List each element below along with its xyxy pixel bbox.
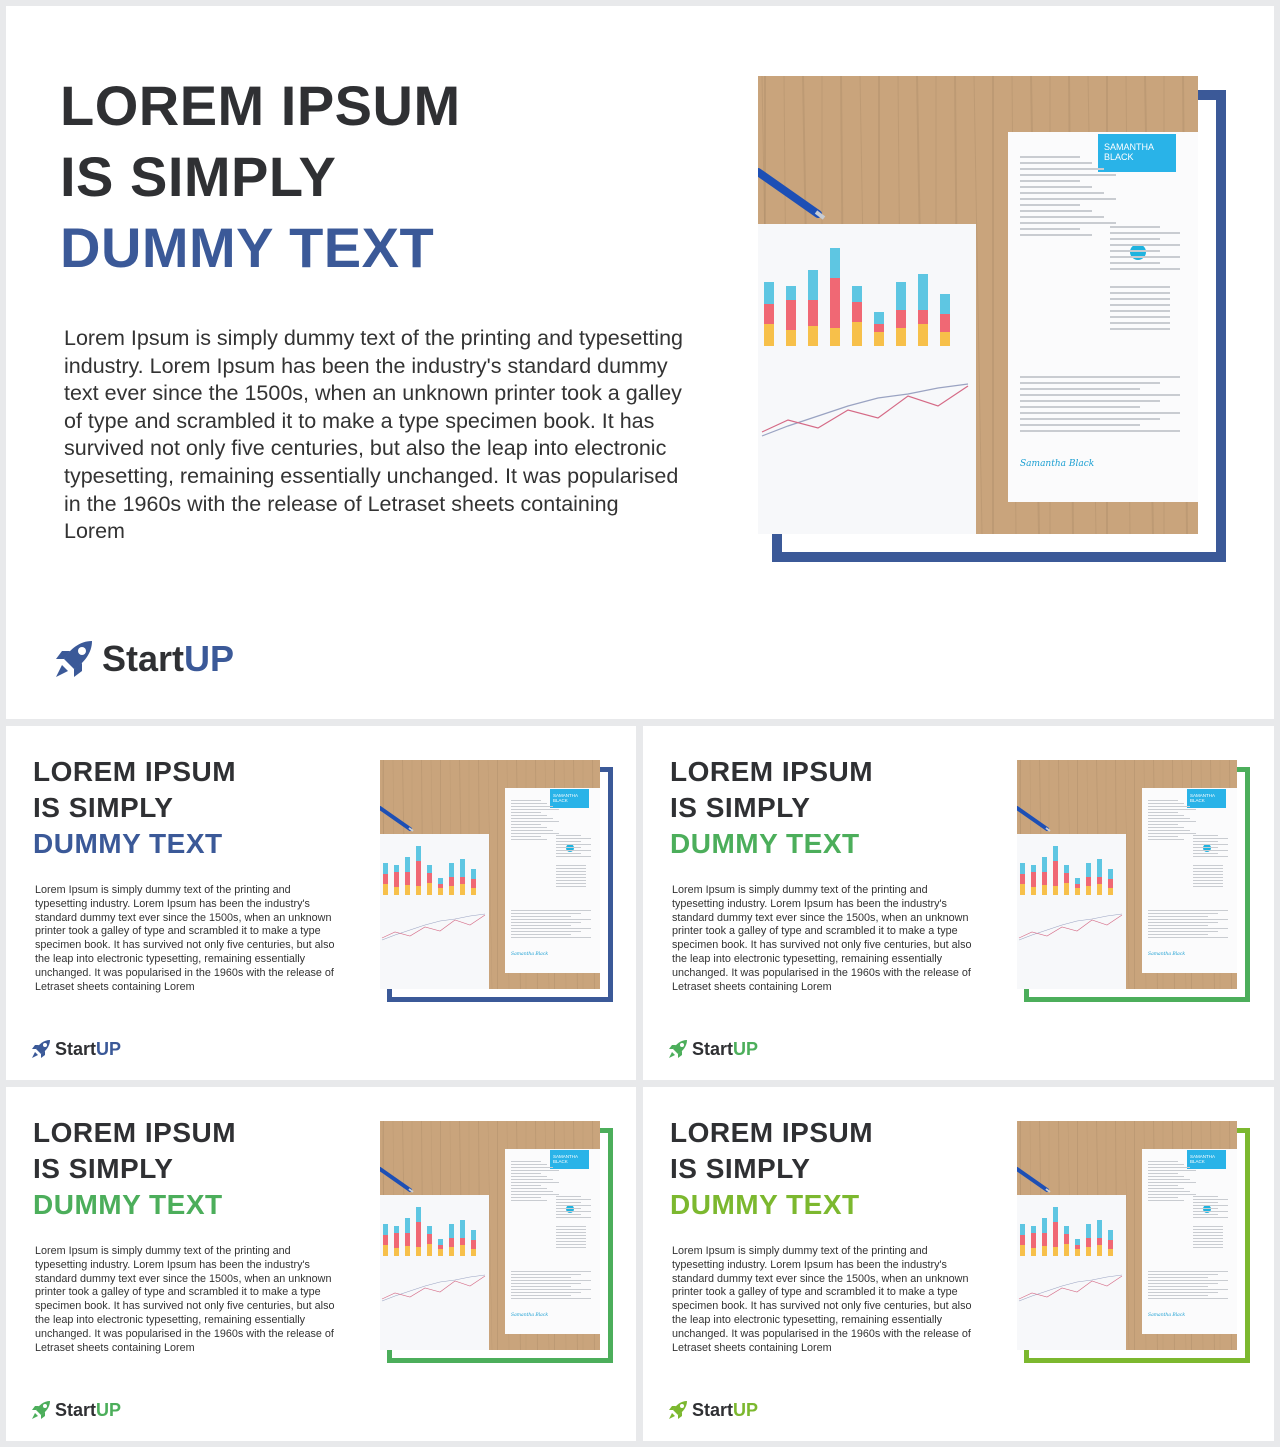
title-line-1: LOREM IPSUM [33,1117,237,1148]
chart-sheet [1017,834,1126,989]
resume-name-line-1: SAMANTHA [1190,793,1216,798]
photo-svg [1017,1121,1237,1350]
rocket-svg [667,1038,689,1060]
slide-small-4 [643,1087,1274,1441]
logo-text-up: UP [96,1399,122,1420]
rocket-icon [30,1399,52,1421]
resume-name-line-1: SAMANTHA [1104,142,1155,152]
resume-signature: Samantha Black [511,1313,549,1318]
photo-svg [380,1121,600,1350]
title-line-3: DUMMY TEXT [33,1189,223,1220]
resume-name-line-1: SAMANTHA [1190,1154,1216,1159]
chart-sheet [1017,1195,1126,1350]
resume-sheet [1142,1149,1237,1334]
rocket-svg [667,1399,689,1421]
logo-text-up: UP [733,1038,759,1059]
chart-sheet [380,1195,489,1350]
resume-sheet [505,1149,600,1334]
title-line-1: LOREM IPSUM [33,756,237,787]
rocket-icon [667,1399,689,1421]
slide-title [60,70,461,283]
startup-logo [30,1037,121,1061]
slide-body-text: Lorem Ipsum is simply dummy text of the printing and typesetting industry. Lorem Ipsum has been the industry's standard dummy text ever since the 1500s, when an unknown printer took a galley of type and scrambled it to make a type specimen book. It has survived not only five centuries, but also the leap into electronic typesetting, remaining essentially unchanged. It was popularised in the 1960s with the release of Letraset sheets containing Lorem [64,326,683,544]
desk-photo [1017,1121,1237,1350]
slide-small-3 [6,1087,636,1441]
desk-photo [380,1121,600,1350]
title-line-3: DUMMY TEXT [670,828,860,859]
logo-text-up: UP [733,1399,759,1420]
resume-name-line-1: SAMANTHA [553,1154,579,1159]
resume-signature: Samantha Black [1148,1313,1186,1318]
slide-large [6,6,1274,719]
rocket-icon [667,1038,689,1060]
photo-svg [758,76,1198,534]
logo-text-start: Start [692,1038,734,1059]
resume-sheet [505,788,600,973]
desk-photo [1017,760,1237,989]
title-line-2: IS SIMPLY [60,145,337,208]
title-line-3: DUMMY TEXT [60,216,435,279]
title-line-2: IS SIMPLY [33,1153,174,1184]
logo-text-start: Start [55,1038,97,1059]
resume-name-line-2: BLACK [1104,152,1134,162]
logo-text-up: UP [96,1038,122,1059]
title-line-1: LOREM IPSUM [670,756,874,787]
startup-logo [30,1398,121,1422]
photo-svg [380,760,600,989]
chart-sheet [380,834,489,989]
title-line-2: IS SIMPLY [33,792,174,823]
logo-text-start: Start [692,1399,734,1420]
desk-photo [758,76,1198,534]
resume-signature: Samantha Black [1020,459,1095,469]
rocket-icon [30,1038,52,1060]
slide-small-1 [6,726,636,1080]
rocket-svg [52,637,96,681]
resume-name-line-2: BLACK [553,1159,568,1164]
title-line-1: LOREM IPSUM [60,74,461,137]
title-line-2: IS SIMPLY [670,1153,811,1184]
title-line-3: DUMMY TEXT [33,828,223,859]
slide-title [670,1115,873,1223]
slide-body-text: Lorem Ipsum is simply dummy text of the printing and typesetting industry. Lorem Ipsum has been the industry's standard dummy text ever since the 1500s, when an unknown printer took a galley of type and scrambled it to make a type specimen book. It has survived not only five centuries, but also the leap into electronic typesetting, remaining essentially unchanged. It was popularised in the 1960s with the release of Letraset sheets containing Lorem [672,884,972,993]
slide-body-text: Lorem Ipsum is simply dummy text of the printing and typesetting industry. Lorem Ipsum has been the industry's standard dummy text ever since the 1500s, when an unknown printer took a galley of type and scrambled it to make a type specimen book. It has survived not only five centuries, but also the leap into electronic typesetting, remaining essentially unchanged. It was popularised in the 1960s with the release of Letraset sheets containing Lorem [35,884,335,993]
startup-logo [52,636,234,682]
slide-title [670,754,873,862]
slide-body-text: Lorem Ipsum is simply dummy text of the printing and typesetting industry. Lorem Ipsum has been the industry's standard dummy text ever since the 1500s, when an unknown printer took a galley of type and scrambled it to make a type specimen book. It has survived not only five centuries, but also the leap into electronic typesetting, remaining essentially unchanged. It was popularised in the 1960s with the release of Letraset sheets containing Lorem [672,1245,972,1354]
resume-name-line-2: BLACK [1190,798,1205,803]
title-line-2: IS SIMPLY [670,792,811,823]
title-line-1: LOREM IPSUM [670,1117,874,1148]
resume-name-line-1: SAMANTHA [553,793,579,798]
slide-title [33,754,236,862]
startup-logo [667,1037,758,1061]
resume-signature: Samantha Black [511,952,549,957]
slide-body-text: Lorem Ipsum is simply dummy text of the printing and typesetting industry. Lorem Ipsum has been the industry's standard dummy text ever since the 1500s, when an unknown printer took a galley of type and scrambled it to make a type specimen book. It has survived not only five centuries, but also the leap into electronic typesetting, remaining essentially unchanged. It was popularised in the 1960s with the release of Letraset sheets containing Lorem [35,1245,335,1354]
resume-sheet [1142,788,1237,973]
resume-name-line-2: BLACK [1190,1159,1205,1164]
photo-svg [1017,760,1237,989]
rocket-icon [52,637,96,681]
title-line-3: DUMMY TEXT [670,1189,860,1220]
logo-text-start: Start [55,1399,97,1420]
slide-title [33,1115,236,1223]
slide-small-2 [643,726,1274,1080]
logo-text-start: Start [102,638,185,679]
chart-sheet [758,224,976,534]
resume-name-line-2: BLACK [553,798,568,803]
rocket-svg [30,1399,52,1421]
resume-signature: Samantha Black [1148,952,1186,957]
rocket-svg [30,1038,52,1060]
resume-sheet [1008,132,1198,502]
startup-logo [667,1398,758,1422]
logo-text-up: UP [184,638,235,679]
desk-photo [380,760,600,989]
